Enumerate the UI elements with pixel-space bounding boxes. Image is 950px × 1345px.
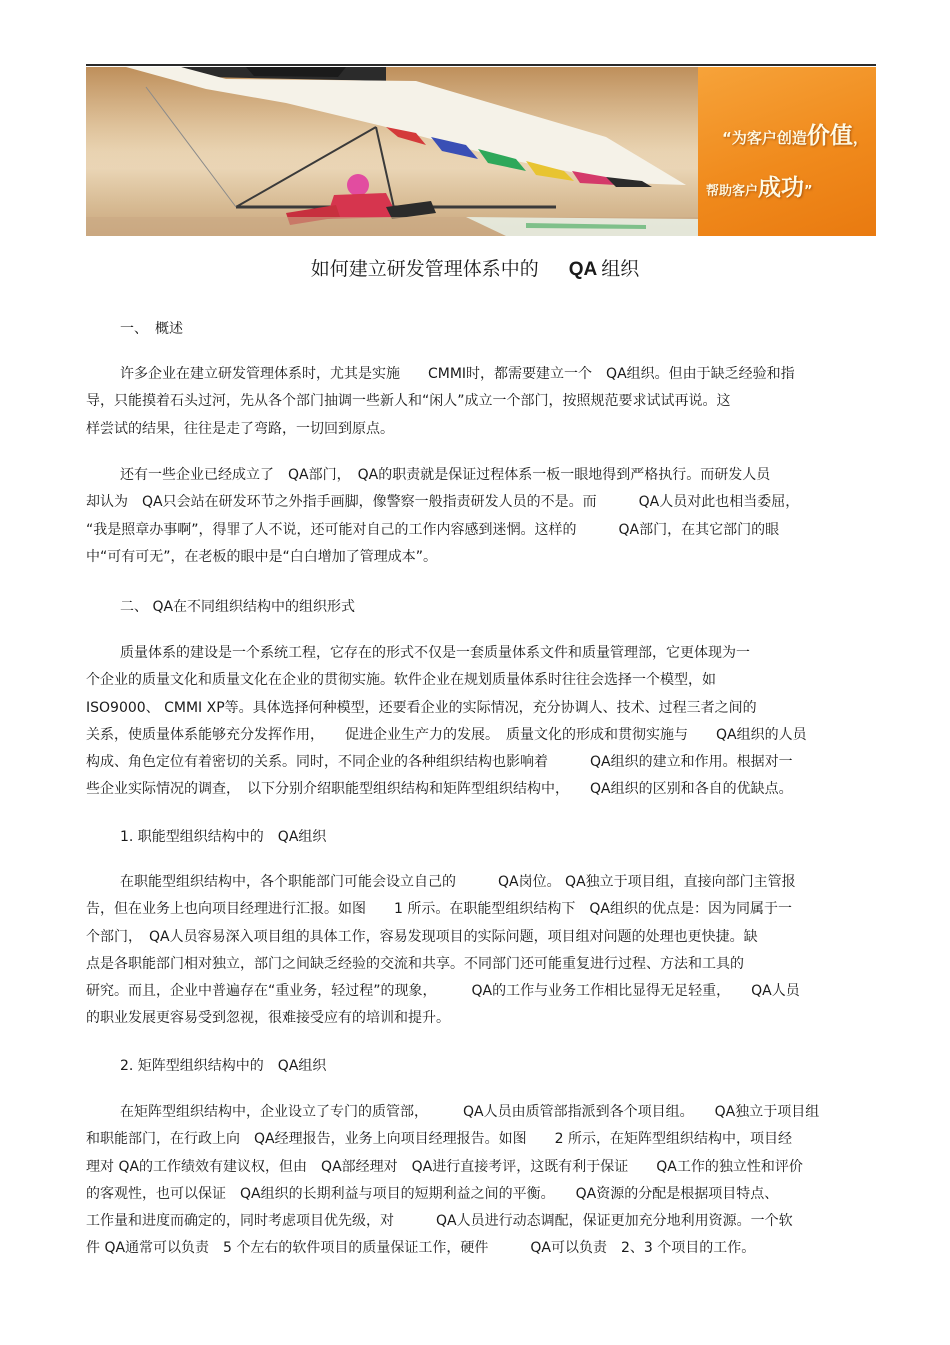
- slogan-emphasis: 价值: [806, 123, 853, 149]
- paragraph-line: 个企业的质量文化和质量文化在企业的贯彻实施。软件企业在规划质量体系时往往会选择一个模型，如: [86, 672, 716, 689]
- header-banner: [86, 67, 876, 236]
- paragraph-line: 点是各职能部门相对独立，部门之间缺乏经验的交流和共享。不同部门还可能重复进行过程、方法和工具的: [86, 955, 744, 972]
- paragraph-line: 和职能部门，在行政上向 QA经理报告，业务上向项目经理报告。如图 2 所示，在矩阵型组织结构中，项目经: [86, 1131, 792, 1148]
- paragraph-line: 在矩阵型组织结构中，企业设立了专门的质管部， QA人员由质管部指派到各个项目组。 QA独立于项目组: [120, 1104, 820, 1120]
- slogan-punct: ，: [852, 129, 868, 147]
- paragraph-quality-system: [86, 640, 876, 804]
- paragraph-matrix: [86, 1099, 876, 1263]
- paragraph-line: 研究。而且，企业中普遍存在“重业务，轻过程”的现象， QA的工作与业务工作相比显得无足轻重， QA人员: [86, 983, 800, 1000]
- paragraph-line: 质量体系的建设是一个系统工程，它存在的形式不仅是一套质量体系文件和质量管理部，它更体现为一: [120, 645, 750, 661]
- paragraph-intro-1: [86, 361, 876, 443]
- slogan-punct: ”: [804, 184, 813, 199]
- paragraph-line: ISO9000、 CMMI XP等。具体选择何种模型，还要看企业的实际情况，充分协调人、技术、过程三者之间的: [86, 699, 757, 716]
- paragraph-line: 告，但在业务上也向项目经理进行汇报。如图 1 所示。在职能型组织结构下 QA组织的优点是：因为同属于一: [86, 901, 792, 918]
- section-heading-qa-forms: 二、 QA在不同组织结构中的组织形式: [120, 599, 356, 615]
- title-suffix: 组织: [601, 258, 640, 280]
- paragraph-line: 许多企业在建立研发管理体系时，尤其是实施 CMMI时，都需要建立一个 QA组织。但由于缺乏经验和指: [120, 366, 795, 382]
- paragraph-intro-2: [86, 462, 876, 571]
- paragraph-line: 中“可有可无”，在老板的眼中是“白白增加了管理成本”。: [86, 548, 438, 565]
- paragraph-line: 件 QA通常可以负责 5 个左右的软件项目的质量保证工作，硬件 QA可以负责 2、3 个项目的工作。: [86, 1240, 756, 1257]
- title-text: 如何建立研发管理体系中的: [310, 258, 539, 280]
- paragraph-line: 样尝试的结果，往往是走了弯路，一切回到原点。: [86, 420, 394, 437]
- top-rule: [86, 64, 876, 66]
- slogan-line-1: [722, 117, 868, 150]
- paragraph-line: 的客观性，也可以保证 QA组织的长期利益与项目的短期利益之间的平衡。 QA资源的分配是根据项目特点、: [86, 1185, 779, 1202]
- slogan-panel: [698, 67, 876, 236]
- slogan-line-2: [706, 169, 813, 202]
- paragraph-line: 理对 QA的工作绩效有建议权，但由 QA部经理对 QA进行直接考评，这既有利于保证 QA工作的独立性和评价: [86, 1158, 803, 1175]
- hang-glider-photo: [86, 67, 698, 236]
- pilot-helmet: [347, 174, 369, 196]
- paragraph-line: 关系，使质量体系能够充分发挥作用， 促进企业生产力的发展。 质量文化的形成和贯彻实施与 QA组织的人员: [86, 726, 807, 743]
- paragraph-line: 工作量和进度而确定的，同时考虑项目优先级，对 QA人员进行动态调配，保证更加充分地利用资源。一个软: [86, 1213, 793, 1230]
- paragraph-line: 些企业实际情况的调查， 以下分别介绍职能型组织结构和矩阵型组织结构中， QA组织的区别和各自的优缺点。: [86, 781, 793, 798]
- slogan-text: 帮助客户: [706, 184, 759, 199]
- hang-glider-illustration: [86, 67, 698, 236]
- paragraph-line: 的职业发展更容易受到忽视，很难接受应有的培训和提升。: [86, 1010, 450, 1027]
- paragraph-line: “我是照章办事啊”，得罪了人不说，还可能对自己的工作内容感到迷惘。这样的 QA部门，在其它部门的眼: [86, 521, 780, 538]
- slogan-emphasis: 成功: [758, 175, 805, 201]
- paragraph-functional: [86, 869, 876, 1033]
- subsection-heading-matrix: 2. 矩阵型组织结构中的 QA组织: [120, 1058, 327, 1074]
- page-title: [0, 254, 950, 281]
- paragraph-line: 在职能型组织结构中，各个职能部门可能会设立自己的 QA岗位。 QA独立于项目组，直接向部门主管报: [120, 874, 796, 890]
- paragraph-line: 个部门， QA人员容易深入项目组的具体工作，容易发现项目的实际问题，项目组对问题的处理也更快捷。缺: [86, 928, 758, 945]
- subsection-heading-functional: 1. 职能型组织结构中的 QA组织: [120, 829, 327, 845]
- slogan-text: “为客户创造: [722, 129, 807, 147]
- paragraph-line: 构成、角色定位有着密切的关系。同时，不同企业的各种组织结构也影响着 QA组织的建立和作用。根据对一: [86, 754, 793, 771]
- paragraph-line: 却认为 QA只会站在研发环节之外指手画脚，像警察一般指责研发人员的不是。而 QA人员对此也相当委屈，: [86, 494, 800, 511]
- wing-lettering: [246, 67, 346, 77]
- paragraph-line: 还有一些企业已经成立了 QA部门， QA的职责就是保证过程体系一板一眼地得到严格执行。而研发人员: [120, 467, 771, 483]
- title-qa: QA: [568, 259, 598, 280]
- section-heading-overview: 一、 概述: [120, 321, 183, 337]
- paragraph-line: 导，只能摸着石头过河，先从各个部门抽调一些新人和“闲人”成立一个部门，按照规范要求试试再说。这: [86, 393, 731, 410]
